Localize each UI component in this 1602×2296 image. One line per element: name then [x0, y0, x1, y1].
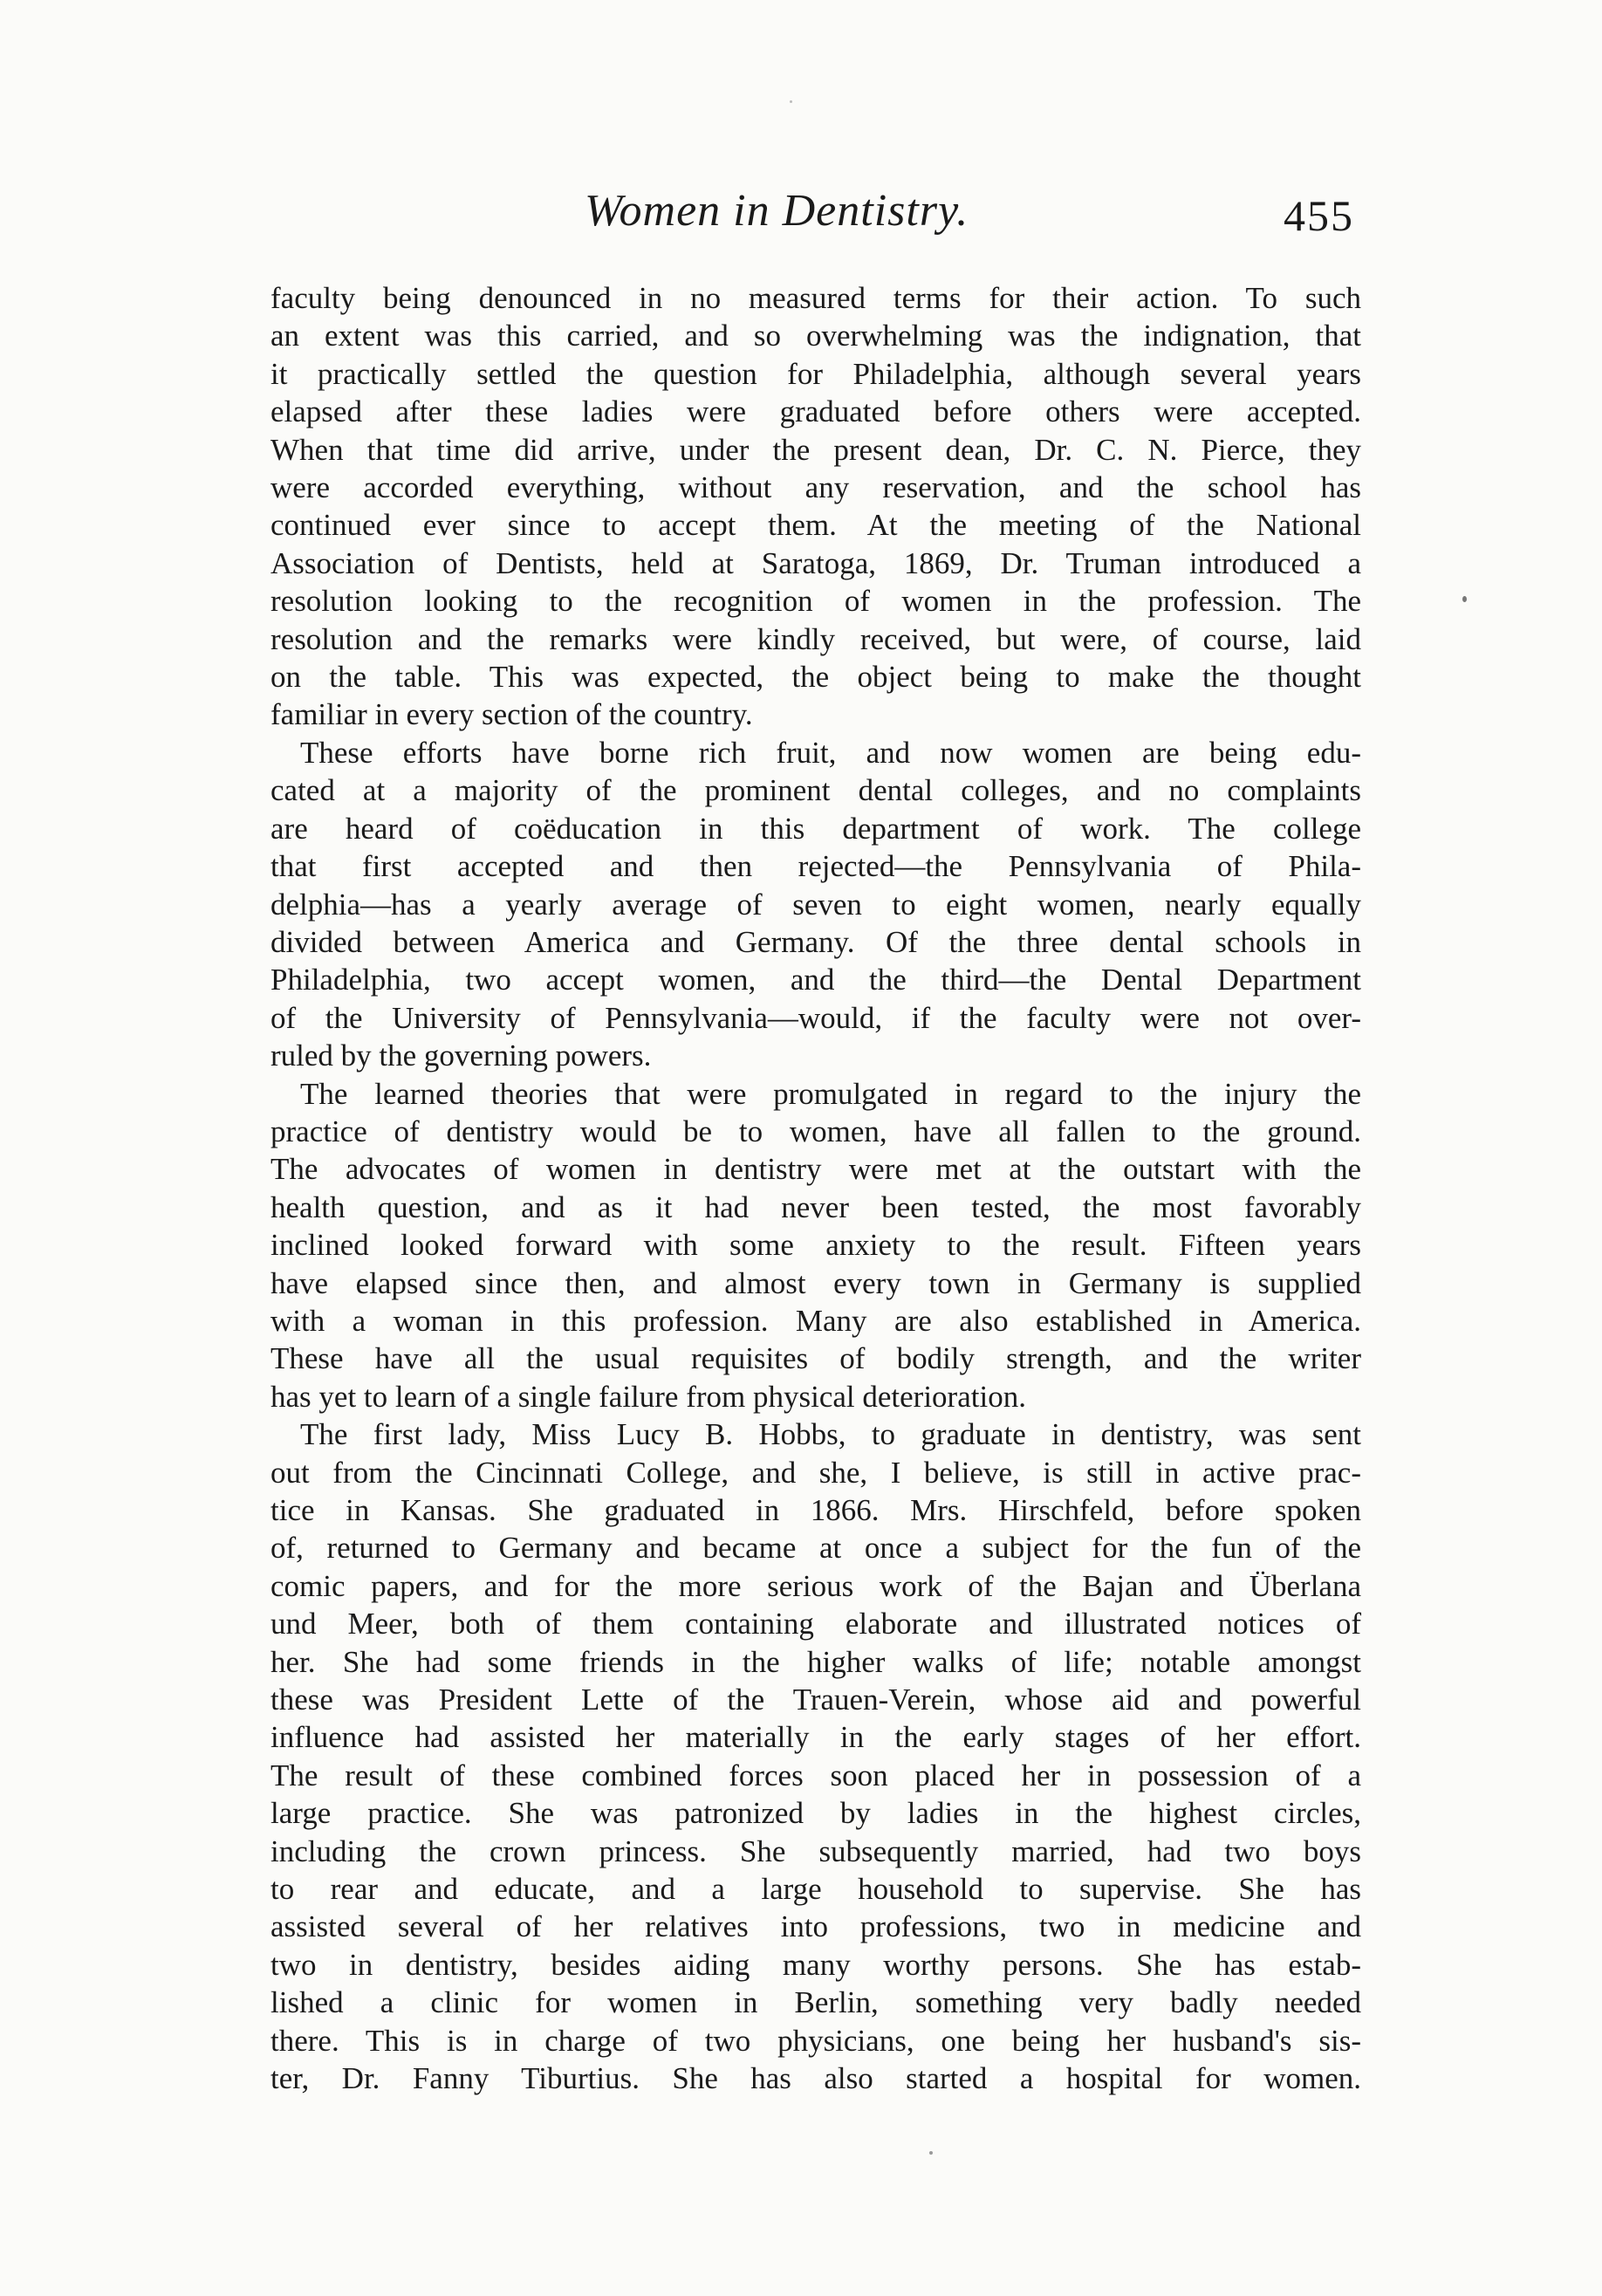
paragraph: [270, 1075, 1361, 1416]
text-line: were accorded everything, without any reservation, and the school has: [270, 470, 1361, 505]
text-line: delphia—has a yearly average of seven to eight women, nearly equally: [270, 887, 1361, 922]
text-line: inclined looked forward with some anxiety to the result. Fifteen years: [270, 1228, 1361, 1263]
text-line: Association of Dentists, held at Saratoga, 1869, Dr. Truman introduced a: [270, 545, 1361, 580]
text-line: tice in Kansas. She graduated in 1866. Mrs. Hirschfeld, before spoken: [270, 1493, 1361, 1527]
text-line: Philadelphia, two accept women, and the third—the Dental Department: [270, 963, 1361, 997]
text-line: These have all the usual requisites of bodily strength, and the writer: [270, 1341, 1361, 1376]
text-line: two in dentistry, besides aiding many worthy persons. She has estab-: [270, 1947, 1361, 1982]
text-line: cated at a majority of the prominent dental colleges, and no complaints: [270, 773, 1361, 808]
paragraph: [270, 1415, 1361, 2097]
text-line: lished a clinic for women in Berlin, something very badly needed: [270, 1985, 1361, 2020]
page-header: [270, 185, 1361, 255]
text-line: are heard of coëducation in this department of work. The college: [270, 811, 1361, 846]
text-line: that first accepted and then rejected—the Pennsylvania of Phila-: [270, 849, 1361, 884]
text-line: resolution and the remarks were kindly received, but were, of course, laid: [270, 621, 1361, 656]
text-line: her. She had some friends in the higher walks of life; notable amongst: [270, 1644, 1361, 1679]
scan-speck: [929, 2151, 933, 2155]
text-line: The advocates of women in dentistry were met at the outstart with the: [270, 1152, 1361, 1187]
text-line: assisted several of her relatives into professions, two in medicine and: [270, 1909, 1361, 1944]
text-line: These efforts have borne rich fruit, and now women are being edu-: [300, 735, 1361, 770]
scan-speck: [790, 100, 792, 103]
text-line: ruled by the governing powers.: [270, 1038, 652, 1073]
text-line: ter, Dr. Fanny Tiburtius. She has also started a hospital for women.: [270, 2061, 1361, 2096]
paragraph: [270, 734, 1361, 1075]
text-line: faculty being denounced in no measured terms for their action. To such: [270, 281, 1361, 315]
text-line: has yet to learn of a single failure from physical deterioration.: [270, 1379, 1026, 1414]
text-line: large practice. She was patronized by ladies in the highest circles,: [270, 1796, 1361, 1831]
page-number: 455: [1284, 191, 1354, 240]
text-line: including the crown princess. She subsequently married, had two boys: [270, 1833, 1361, 1868]
text-line: The result of these combined forces soon placed her in possession of a: [270, 1758, 1361, 1792]
text-line: out from the Cincinnati College, and she, I believe, is still in active prac-: [270, 1455, 1361, 1490]
text-line: influence had assisted her materially in the early stages of her effort.: [270, 1720, 1361, 1755]
text-line: health question, and as it had never been tested, the most favorably: [270, 1189, 1361, 1224]
text-line: elapsed after these ladies were graduated before others were accepted.: [270, 394, 1361, 429]
text-line: on the table. This was expected, the object being to make the thought: [270, 660, 1361, 695]
body-text: [270, 279, 1361, 2098]
text-line: of, returned to Germany and became at once a subject for the fun of the: [270, 1531, 1361, 1566]
text-line: The first lady, Miss Lucy B. Hobbs, to graduate in dentistry, was sent: [300, 1417, 1361, 1452]
text-line: familiar in every section of the country.: [270, 697, 753, 732]
text-line: an extent was this carried, and so overwhelming was the indignation, that: [270, 319, 1361, 353]
text-line: of the University of Pennsylvania—would, if the faculty were not over-: [270, 1000, 1361, 1035]
text-line: The learned theories that were promulgated in regard to the injury the: [300, 1076, 1361, 1111]
text-line: continued ever since to accept them. At the meeting of the National: [270, 508, 1361, 543]
running-title: Women in Dentistry.: [585, 186, 969, 236]
text-line: it practically settled the question for Philadelphia, although several years: [270, 356, 1361, 391]
text-line: und Meer, both of them containing elaborate and illustrated notices of: [270, 1607, 1361, 1641]
text-line: comic papers, and for the more serious work of the Bajan and Überlana: [270, 1568, 1361, 1603]
text-line: divided between America and Germany. Of the three dental schools in: [270, 924, 1361, 959]
text-line: with a woman in this profession. Many are also established in America.: [270, 1303, 1361, 1338]
scan-speck: [1462, 596, 1467, 602]
paragraph: [270, 279, 1361, 734]
text-line: to rear and educate, and a large household to supervise. She has: [270, 1872, 1361, 1907]
text-line: practice of dentistry would be to women, have all fallen to the ground.: [270, 1114, 1361, 1148]
text-line: these was President Lette of the Trauen-Verein, whose aid and powerful: [270, 1683, 1361, 1717]
text-line: there. This is in charge of two physicians, one being her husband's sis-: [270, 2023, 1361, 2058]
text-line: resolution looking to the recognition of women in the profession. The: [270, 584, 1361, 619]
text-line: have elapsed since then, and almost every town in Germany is supplied: [270, 1265, 1361, 1300]
text-line: When that time did arrive, under the present dean, Dr. C. N. Pierce, they: [270, 432, 1361, 467]
